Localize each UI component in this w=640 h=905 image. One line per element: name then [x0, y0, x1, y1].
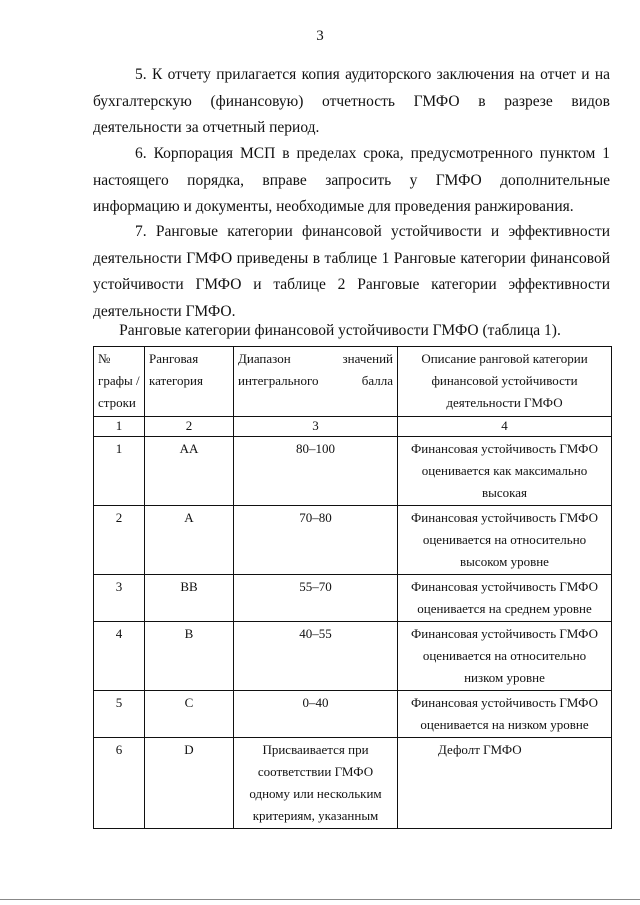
table-row [94, 506, 612, 575]
row-category: С [145, 691, 234, 738]
table-row [94, 437, 612, 506]
header-category: Ранговая категория [145, 347, 234, 417]
column-number: 2 [145, 417, 234, 437]
row-description: Финансовая устойчивость ГМФО оценивается на среднем уровне [398, 575, 612, 622]
row-category: В [145, 622, 234, 691]
row-range: 55–70 [234, 575, 398, 622]
row-number: 4 [94, 622, 145, 691]
row-range: 40–55 [234, 622, 398, 691]
table-row [94, 691, 612, 738]
table-row [94, 622, 612, 691]
header-description: Описание ранговой категории финансовой устойчивости деятельности ГМФО [398, 347, 612, 417]
row-number: 5 [94, 691, 145, 738]
column-number: 1 [94, 417, 145, 437]
header-range: Диапазон значений интегрального балла [234, 347, 398, 417]
table-row [94, 575, 612, 622]
row-range: Присваивается при соответствии ГМФО одному или нескольким критериям, указанным [234, 738, 398, 829]
column-number: 4 [398, 417, 612, 437]
column-numbers-row [94, 417, 612, 437]
row-category: АА [145, 437, 234, 506]
page-bottom-edge [0, 899, 640, 900]
row-description: Финансовая устойчивость ГМФО оценивается на относительно низком уровне [398, 622, 612, 691]
page-number: 3 [316, 28, 324, 44]
table-caption: Ранговые категории финансовой устойчивости ГМФО (таблица 1). [119, 322, 561, 339]
row-category: D [145, 738, 234, 829]
table-header-row [94, 347, 612, 417]
paragraph-7: 7. Ранговые категории финансовой устойчивости и эффективности деятельности ГМФО приведены в таблице 1 Ранговые категории финансовой устойчивости ГМФО и таблице 2 Ранговые категории эффективности деятельности ГМФО. [93, 223, 610, 320]
row-description: Дефолт ГМФО [398, 738, 612, 829]
row-range: 80–100 [234, 437, 398, 506]
row-range: 0–40 [234, 691, 398, 738]
rank-categories-table [93, 346, 612, 829]
row-number: 2 [94, 506, 145, 575]
row-range: 70–80 [234, 506, 398, 575]
paragraph-6: 6. Корпорация МСП в пределах срока, предусмотренного пунктом 1 настоящего порядка, вправе запросить у ГМФО дополнительные информацию и документы, необходимые для проведения ранжирования. [93, 145, 610, 215]
header-row-number: № графы /строки [94, 347, 145, 417]
column-number: 3 [234, 417, 398, 437]
row-description: Финансовая устойчивость ГМФО оценивается как максимально высокая [398, 437, 612, 506]
row-number: 3 [94, 575, 145, 622]
row-number: 6 [94, 738, 145, 829]
row-number: 1 [94, 437, 145, 506]
row-category: А [145, 506, 234, 575]
table-row [94, 738, 612, 829]
row-description: Финансовая устойчивость ГМФО оценивается на относительно высоком уровне [398, 506, 612, 575]
paragraph-5: 5. К отчету прилагается копия аудиторского заключения на отчет и на бухгалтерскую (финансовую) отчетность ГМФО в разрезе видов деятельности за отчетный период. [93, 66, 610, 136]
row-category: ВВ [145, 575, 234, 622]
row-description: Финансовая устойчивость ГМФО оценивается на низком уровне [398, 691, 612, 738]
